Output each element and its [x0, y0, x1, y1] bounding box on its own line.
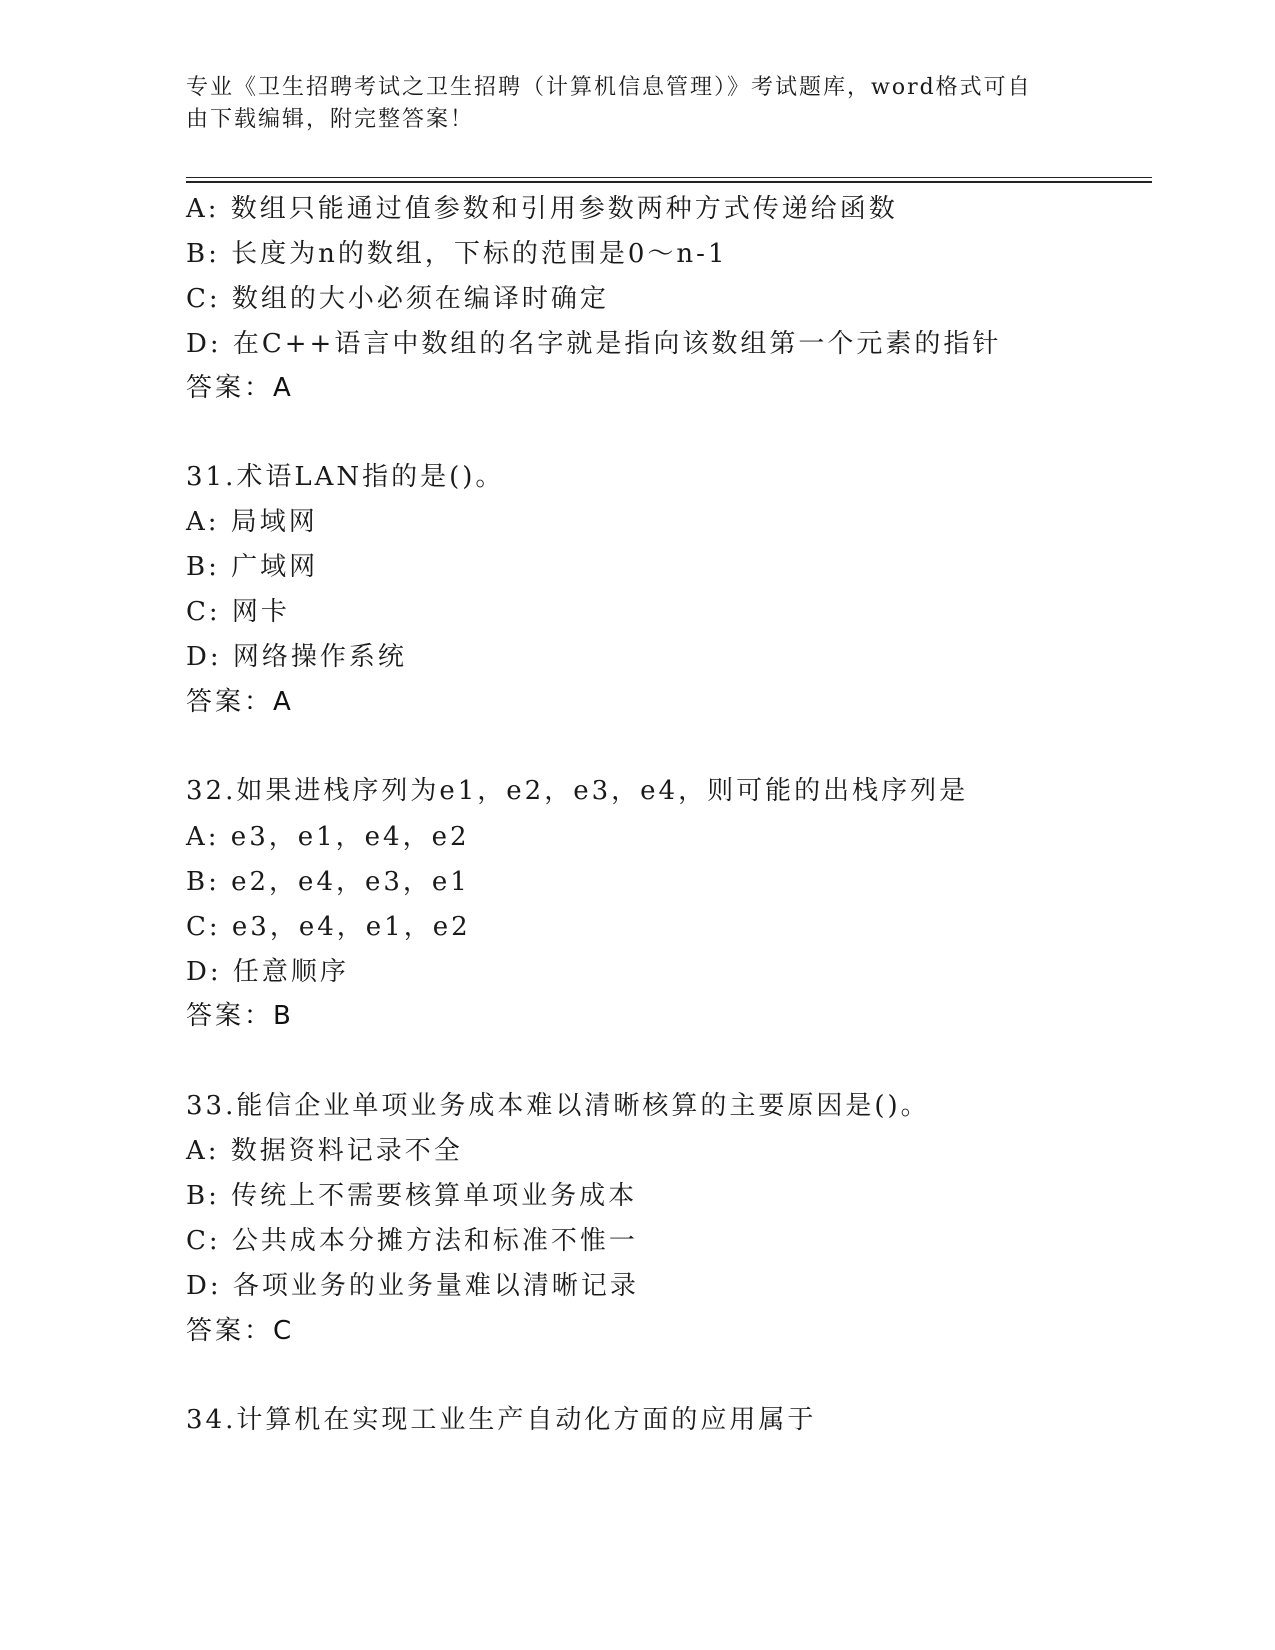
q34-question: 34.计算机在实现工业生产自动化方面的应用属于 — [186, 1405, 817, 1435]
q30-option-a: A: 数组只能通过值参数和引用参数两种方式传递给函数 — [186, 194, 898, 224]
q32-answer: 答案：B — [186, 1001, 294, 1031]
q30-answer: 答案：A — [186, 373, 294, 403]
q32-option-c: C: e3，e4，e1，e2 — [186, 912, 471, 942]
q31-option-b: B: 广域网 — [186, 552, 319, 582]
q33-question: 33.能信企业单项业务成本难以清晰核算的主要原因是()。 — [186, 1091, 930, 1121]
q31-question: 31.术语LAN指的是()。 — [186, 462, 505, 492]
q32-option-d: D: 任意顺序 — [186, 957, 349, 987]
q31-option-c: C: 网卡 — [186, 597, 290, 627]
q32-option-b: B: e2，e4，e3，e1 — [186, 867, 470, 897]
q33-option-d: D: 各项业务的业务量难以清晰记录 — [186, 1271, 639, 1301]
q33-answer: 答案：C — [186, 1316, 295, 1346]
q31-option-a: A: 局域网 — [186, 507, 318, 537]
header-divider-thin — [186, 177, 1152, 178]
q33-option-c: C: 公共成本分摊方法和标准不惟一 — [186, 1226, 638, 1256]
q30-option-c: C: 数组的大小必须在编译时确定 — [186, 284, 609, 314]
q32-option-a: A: e3，e1，e4，e2 — [186, 822, 470, 852]
q31-answer: 答案：A — [186, 687, 294, 717]
header-divider-thick — [186, 181, 1152, 183]
q33-option-a: A: 数据资料记录不全 — [186, 1136, 463, 1166]
q33-option-b: B: 传统上不需要核算单项业务成本 — [186, 1181, 638, 1211]
header-line-1: 专业《卫生招聘考试之卫生招聘（计算机信息管理）》考试题库，word格式可自 — [186, 75, 1032, 100]
q30-option-b: B: 长度为n的数组，下标的范围是0～n-1 — [186, 239, 728, 269]
q31-option-d: D: 网络操作系统 — [186, 642, 407, 672]
q30-option-d: D: 在C++语言中数组的名字就是指向该数组第一个元素的指针 — [186, 329, 1002, 359]
document-header — [186, 72, 1086, 136]
header-line-2: 由下载编辑，附完整答案！ — [186, 107, 475, 132]
q32-question: 32.如果进栈序列为e1，e2，e3，e4，则可能的出栈序列是 — [186, 776, 969, 806]
